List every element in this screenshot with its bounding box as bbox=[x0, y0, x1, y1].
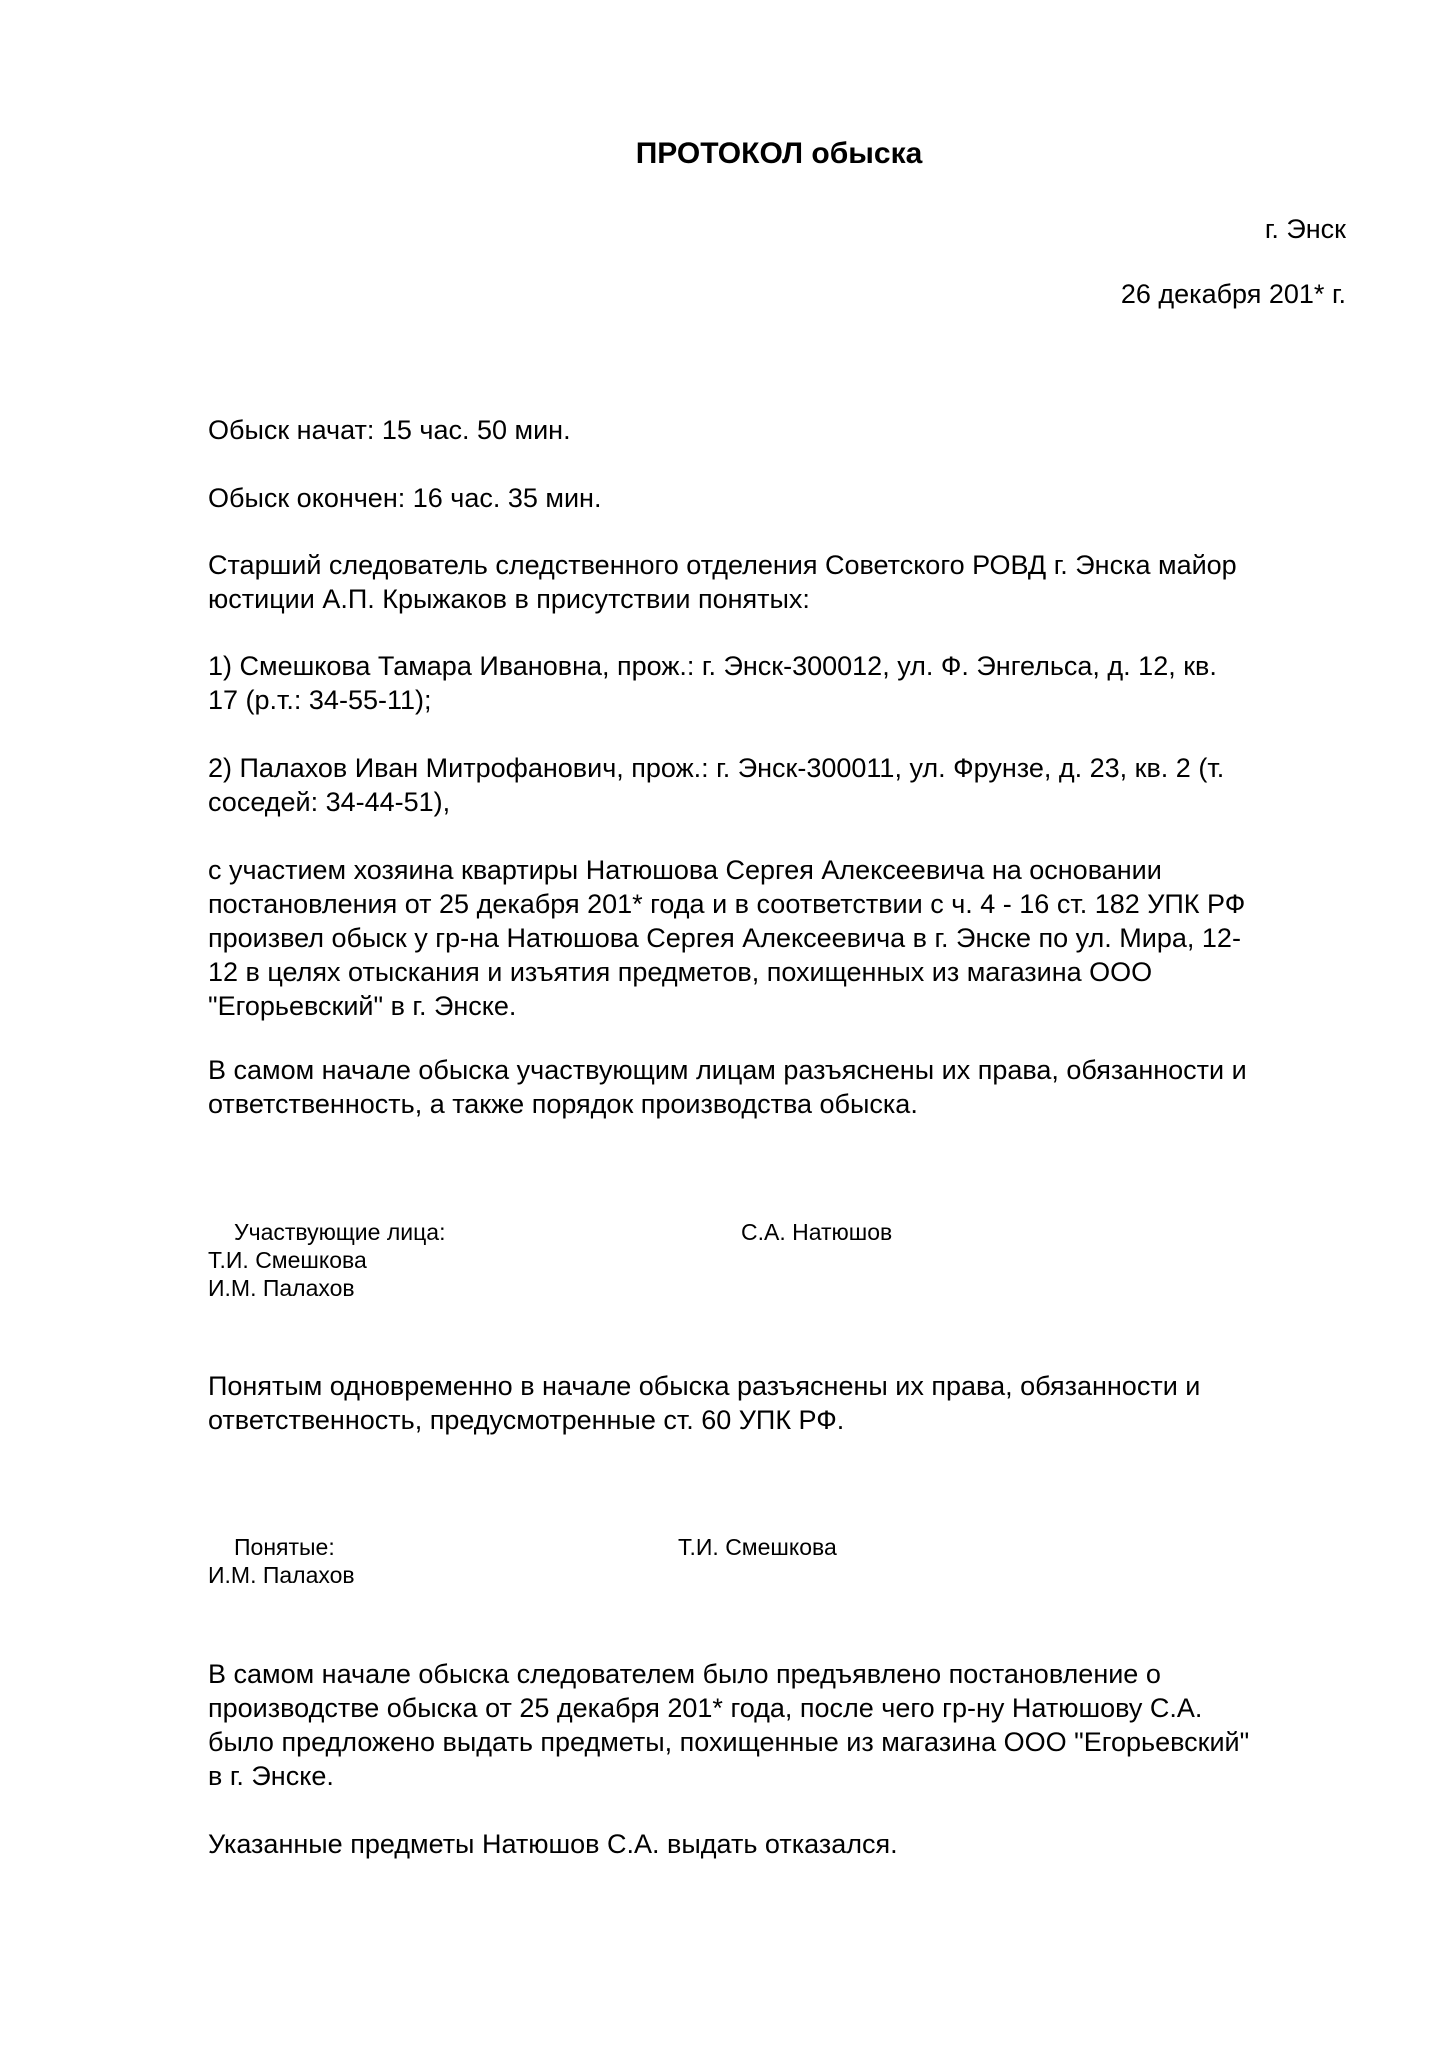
witness-1-paragraph bbox=[208, 649, 1348, 717]
intro-line: Старший следователь следственного отделения Советского РОВД г. Энска майор bbox=[208, 550, 1237, 580]
participation-line: 12 в целях отыскания и изъятия предметов, похищенных из магазина ООО bbox=[208, 957, 1153, 987]
participation-line: произвел обыск у гр-на Натюшова Сергея Алексеевича в г. Энске по ул. Мира, 12- bbox=[208, 923, 1241, 953]
witness-2-line: соседей: 34-44-51), bbox=[208, 787, 451, 817]
rights-line: ответственность, а также порядок производства обыска. bbox=[208, 1089, 918, 1119]
signature-smeshkova-2: Т.И. Смешкова bbox=[678, 1534, 837, 1560]
signature-palakhov-2: И.М. Палахов bbox=[208, 1562, 355, 1588]
participation-paragraph bbox=[208, 853, 1348, 1023]
participation-line: "Егорьевский" в г. Энске. bbox=[208, 991, 517, 1021]
rights-paragraph bbox=[208, 1053, 1348, 1121]
participants-label: Участвующие лица: bbox=[234, 1219, 446, 1245]
search-end-text: Обыск окончен: 16 час. 35 мин. bbox=[208, 483, 602, 513]
presentation-line: было предложено выдать предметы, похищенные из магазина ООО "Егорьевский" bbox=[208, 1727, 1250, 1757]
document-title: ПРОТОКОЛ обыска bbox=[635, 137, 923, 170]
witness-1-line: 17 (р.т.: 34-55-11); bbox=[208, 685, 432, 715]
witnesses-rights-line: ответственность, предусмотренные ст. 60 УПК РФ. bbox=[208, 1405, 845, 1435]
witness-1-line: 1) Смешкова Тамара Ивановна, прож.: г. Энск-300012, ул. Ф. Энгельса, д. 12, кв. bbox=[208, 651, 1217, 681]
intro-line: юстиции А.П. Крыжаков в присутствии понятых: bbox=[208, 584, 810, 614]
intro-paragraph bbox=[208, 548, 1348, 616]
presentation-paragraph bbox=[208, 1657, 1348, 1793]
presentation-line: производстве обыска от 25 декабря 201* года, после чего гр-ну Натюшову С.А. bbox=[208, 1693, 1203, 1723]
search-start bbox=[208, 413, 1348, 447]
witnesses-label: Понятые: bbox=[234, 1534, 335, 1560]
witnesses-rights-line: Понятым одновременно в начале обыска разъяснены их права, обязанности и bbox=[208, 1371, 1201, 1401]
search-start-text: Обыск начат: 15 час. 50 мин. bbox=[208, 415, 571, 445]
rights-line: В самом начале обыска участвующим лицам разъяснены их права, обязанности и bbox=[208, 1055, 1247, 1085]
witness-2-line: 2) Палахов Иван Митрофанович, прож.: г. Энск-300011, ул. Фрунзе, д. 23, кв. 2 (т. bbox=[208, 753, 1225, 783]
signature-smeshkova: Т.И. Смешкова bbox=[208, 1247, 367, 1273]
signature-natyushov: С.А. Натюшов bbox=[741, 1219, 893, 1245]
search-end bbox=[208, 481, 1348, 515]
witnesses-rights-paragraph bbox=[208, 1369, 1348, 1437]
refusal-paragraph bbox=[208, 1827, 1348, 1861]
signature-palakhov: И.М. Палахов bbox=[208, 1275, 355, 1301]
refusal-text: Указанные предметы Натюшов С.А. выдать отказался. bbox=[208, 1829, 898, 1859]
presentation-line: В самом начале обыска следователем было предъявлено постановление о bbox=[208, 1659, 1161, 1689]
city-line: г. Энск bbox=[1264, 214, 1346, 244]
participation-line: постановления от 25 декабря 201* года и в соответствии с ч. 4 - 16 ст. 182 УПК РФ bbox=[208, 889, 1246, 919]
witness-2-paragraph bbox=[208, 751, 1348, 819]
date-line: 26 декабря 201* г. bbox=[1120, 279, 1346, 309]
presentation-line: в г. Энске. bbox=[208, 1761, 334, 1791]
participation-line: с участием хозяина квартиры Натюшова Сергея Алексеевича на основании bbox=[208, 855, 1162, 885]
